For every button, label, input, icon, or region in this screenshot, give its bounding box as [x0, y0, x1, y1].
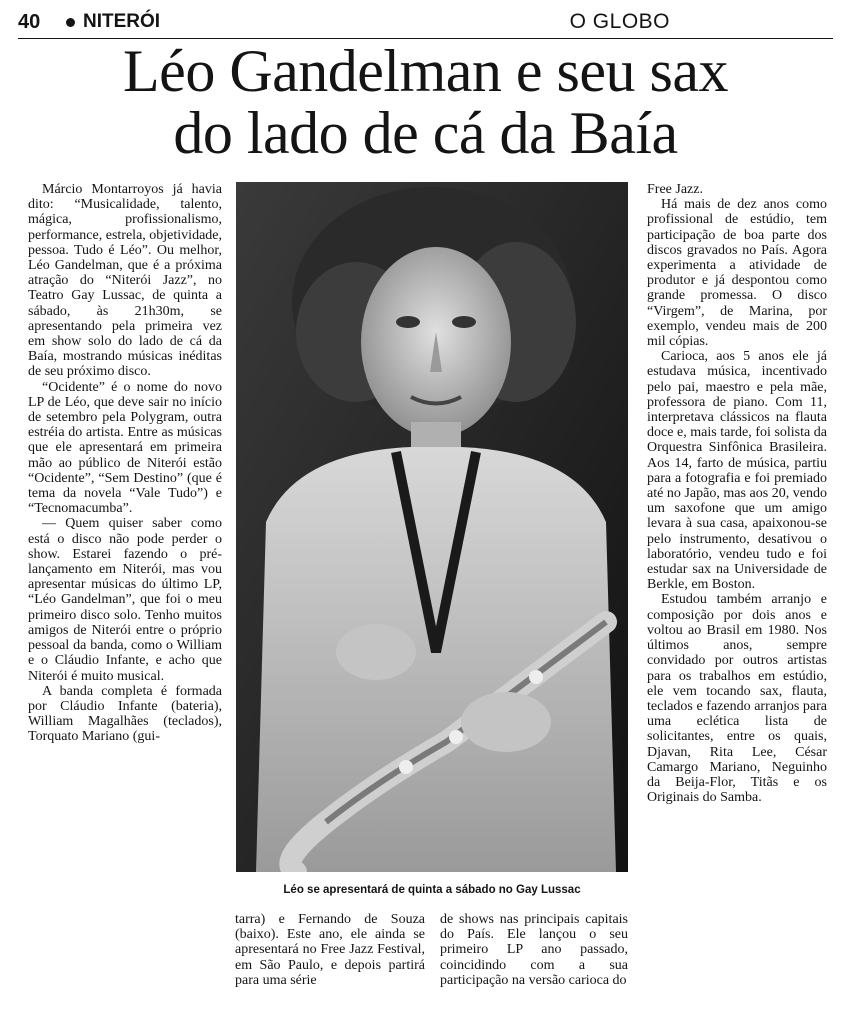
saxophonist-photo [236, 182, 628, 872]
headline-line-1: Léo Gandelman e seu sax [123, 38, 728, 104]
headline-line-2: do lado de cá da Baía [173, 100, 678, 166]
section-name: NITERÓI [83, 11, 161, 32]
bullet-icon [66, 18, 75, 27]
article-column-4 [647, 182, 827, 805]
newspaper-name: O GLOBO [569, 10, 670, 33]
article-photo [236, 182, 628, 882]
photo-caption: Léo se apresentará de quinta a sábado no Gay Lussac [283, 884, 581, 896]
article-column-1 [28, 182, 222, 745]
page-number: 40 [18, 11, 41, 33]
headline [18, 40, 833, 164]
paragraph: Estudou também arranjo e composição por dois anos e voltou ao Brasil em 1980. Nos últimos anos, sempre convidado por outros artistas para os trabalhos em estúdio, ele vem tocando sax, flauta, teclados e fazendo arranjos para uma eclética lista de solicitantes, entre os quais, Djavan, Rita Lee, César Camargo Mariano, Neguinho da Beija-Flor, Titãs e os Originais do Samba. [647, 592, 827, 806]
page-header [0, 6, 845, 40]
paragraph: Carioca, aos 5 anos ele já estudava música, incentivado pelo pai, maestro e pela mãe, professora de piano. Com 11, interpretava clássicos na flauta doce e, mais tarde, foi solista da Orquestra Sinfônica Brasileira. Aos 14, farto de música, partiu para a fotografia e foi premiado até no Japão, mas aos 20, vendo um saxofone que um amigo levara à sua casa, apaixonou-se pelo instrumento, desativou o laboratório, vendeu tudo e foi estudar sax na Universidade de Berkle, em Boston. [647, 349, 827, 593]
paragraph: — Quem quiser saber como está o disco não pode perder o show. Estarei fazendo o pré-lançamento em Niterói, mas vou apresentar músicas do último LP, “Léo Gandelman”, que foi o meu primeiro disco solo. Tenho muitos amigos de Niterói entre o próprio pessoal da banda, como o William e o Cláudio Infante, e acho que Niterói é muito musical. [28, 516, 222, 684]
paragraph: A banda completa é formada por Cláudio Infante (bateria), William Magalhães (teclados), Torquato Mariano (gui- [28, 683, 222, 745]
article-column-2: tarra) e Fernando de Souza (baixo). Este ano, ele ainda se apresentará no Free Jazz Festival, em São Paulo, e depois partirá para uma série [235, 912, 425, 988]
article-column-3: de shows nas principais capitais do País. Ele lançou o seu primeiro LP ano passado, coincidindo com a sua participação na versão carioca do [440, 912, 628, 988]
paragraph: Há mais de dez anos como profissional de estúdio, tem participação de boa parte dos discos gravados no País. Agora experimenta a atividade de produtor e já despontou como grande promessa. O disco “Virgem”, de Marina, por exemplo, vendeu mais de 200 mil cópias. [647, 197, 827, 350]
paragraph: “Ocidente” é o nome do novo LP de Léo, que deve sair no início de setembro pela Polygram, outra estréia do artista. Entre as músicas que ele apresentará em primeira mão ao público de Niterói estão “Ocidente”, “Sem Destino” (que é tema da novela “Vale Tudo”) e “Tecnomacumba”. [28, 379, 222, 517]
paragraph: Free Jazz. [647, 182, 703, 197]
paragraph: Márcio Montarroyos já havia dito: “Musicalidade, talento, mágica, profissionalismo, performance, estrela, objetividade, pessoa. Tudo é Léo”. Ou melhor, Léo Gandelman, que é a próxima atração do “Niterói Jazz”, no Teatro Gay Lussac, de quinta a sábado, às 21h30m, se apresentando pela primeira vez em show solo do lado de cá da Baía, mostrando músicas inéditas de seu próximo disco. [28, 182, 222, 380]
